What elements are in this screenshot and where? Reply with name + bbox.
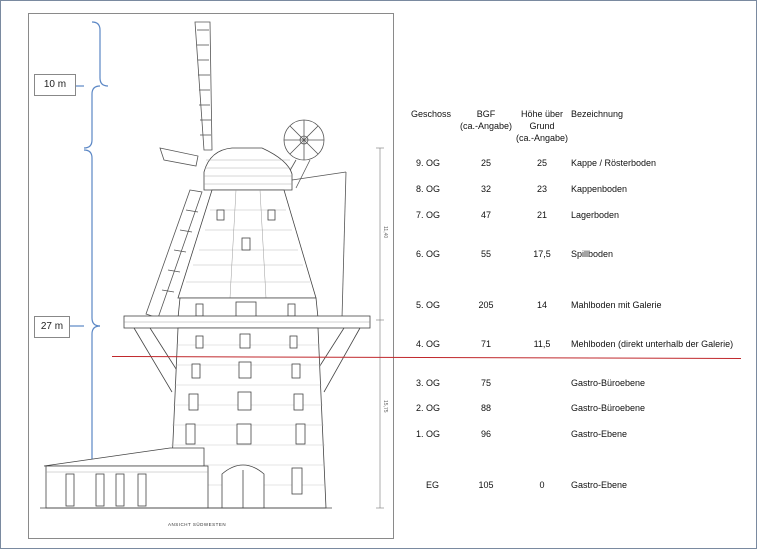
dimension-line	[376, 148, 384, 508]
scale-label-10m: 10 m	[34, 74, 76, 96]
row-bezeichnung: Mahlboden mit Galerie	[571, 300, 662, 310]
annex-building	[44, 448, 208, 508]
header-geschoss: Geschoss	[411, 109, 452, 119]
windmill-cap	[204, 148, 292, 190]
row-geschoss: 7. OG	[416, 210, 441, 220]
row-geschoss: 1. OG	[416, 429, 441, 439]
row-bgf: 25	[480, 158, 491, 168]
row-bgf: 71	[480, 339, 491, 349]
row-bgf: 47	[480, 210, 491, 220]
row-hoehe: 25	[536, 158, 547, 168]
header-hoehe: Höhe über	[520, 109, 564, 119]
row-bgf: 205	[478, 300, 494, 310]
row-geschoss: EG	[426, 480, 440, 490]
row-hoehe: 14	[536, 300, 547, 310]
header-hoehe-sub1: Grund	[529, 121, 555, 131]
row-hoehe: 17,5	[533, 249, 551, 259]
row-bezeichnung: Gastro-Büroebene	[571, 378, 646, 388]
row-geschoss: 2. OG	[416, 403, 441, 413]
row-bgf: 105	[478, 480, 494, 490]
row-geschoss: 5. OG	[416, 300, 441, 310]
row-bgf: 88	[480, 403, 491, 413]
row-geschoss: 8. OG	[416, 184, 441, 194]
dimension-label-lower: 15,75	[382, 400, 388, 413]
row-hoehe: 21	[536, 210, 547, 220]
row-bgf: 55	[480, 249, 491, 259]
row-hoehe: 0	[539, 480, 545, 490]
row-geschoss: 4. OG	[416, 339, 441, 349]
scale-label-27m: 27 m	[34, 316, 70, 338]
row-bezeichnung: Gastro-Ebene	[571, 480, 628, 490]
drawing-caption: ANSICHT SÜDWESTEN	[168, 522, 227, 527]
header-bezeichnung: Bezeichnung	[571, 109, 624, 119]
row-bgf: 75	[480, 378, 491, 388]
row-bezeichnung: Kappenboden	[571, 184, 628, 194]
header-bgf-sub: (ca.-Angabe)	[459, 121, 513, 131]
row-geschoss: 3. OG	[416, 378, 441, 388]
header-hoehe-sub2: (ca.-Angabe)	[515, 133, 569, 143]
row-bezeichnung: Lagerboden	[571, 210, 620, 220]
row-bezeichnung: Spillboden	[571, 249, 614, 259]
row-bezeichnung: Mehlboden (direkt unterhalb der Galerie)	[571, 339, 734, 349]
row-bgf: 96	[480, 429, 491, 439]
row-geschoss: 9. OG	[416, 158, 441, 168]
row-hoehe: 23	[536, 184, 547, 194]
row-hoehe: 11,5	[533, 339, 551, 349]
row-bgf: 32	[480, 184, 491, 194]
header-bgf: BGF	[476, 109, 496, 119]
row-bezeichnung: Kappe / Rösterboden	[571, 158, 657, 168]
row-bezeichnung: Gastro-Ebene	[571, 429, 628, 439]
windmill-tower-upper	[178, 190, 316, 298]
dimension-label-upper: 11,40	[382, 226, 388, 239]
row-bezeichnung: Gastro-Büroebene	[571, 403, 646, 413]
row-geschoss: 6. OG	[416, 249, 441, 259]
